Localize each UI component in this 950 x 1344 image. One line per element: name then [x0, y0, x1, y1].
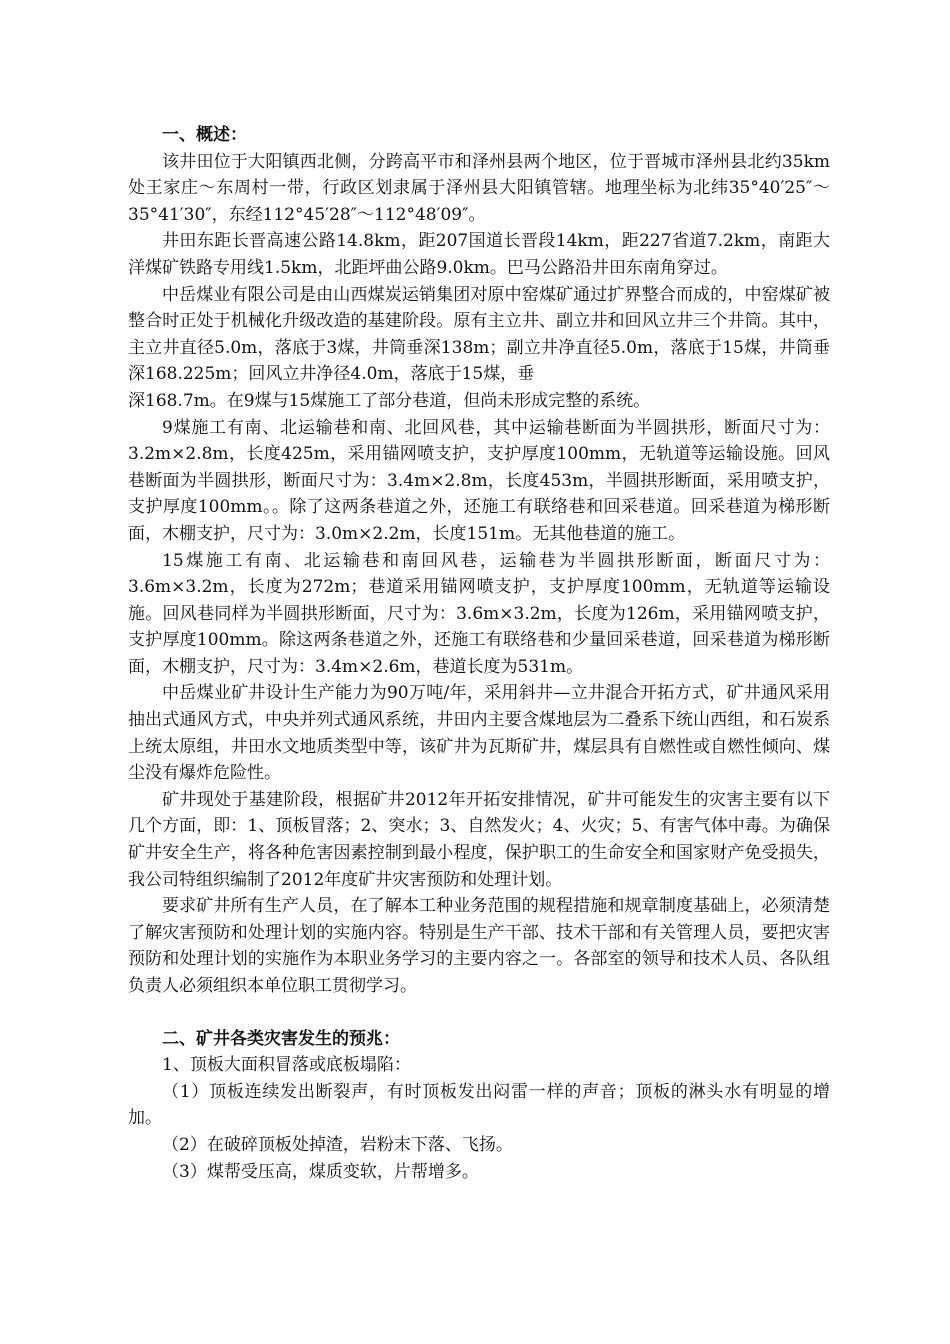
- paragraph-company-continued: 深168.7m。在9煤与15煤施工了部分巷道，但尚未形成完整的系统。: [128, 390, 651, 411]
- paragraph-company: 中岳煤业有限公司是由山西煤炭运销集团对原中窑煤矿通过扩界整合而成的，中窑煤矿被整合时正处于机械化升级改造的基建阶段。原有主立井、副立井和回风立井三个井筒。其中，主立井直径5.0m，落底于3煤，井筒垂深138m；副立井净直径5.0m，落底于15煤，井筒垂深168.225m；回风立井净径4.0m，落底于15煤，垂: [128, 284, 830, 385]
- paragraph-disasters: 矿井现处于基建阶段，根据矿井2012年开拓安排情况，矿井可能发生的灾害主要有以下几个方面，即：1、顶板冒落；2、突水；3、自然发火；4、火灾；5、有害气体中毒。为确保矿井安全生产，将各种危害因素控制到最小程度，保护职工的生命安全和国家财产免受损失，我公司特组织编制了2012年度矿井灾害预防和处理计划。: [128, 789, 830, 890]
- section-gap: [128, 1000, 830, 1026]
- list-subitem-3: （3）煤帮受压高，煤质变软，片帮增多。: [162, 1161, 479, 1182]
- paragraph-seam-15: 15煤施工有南、北运输巷和南回风巷，运输巷为半圆拱形断面，断面尺寸为：3.6m×3.2m，长度为272m；巷道采用锚网喷支护，支护厚度100mm，无轨道等运输设施。回风巷同样为半圆拱形断面，尺寸为：3.6m×3.2m，长度为126m，采用锚网喷支护，支护厚度100mm。除这两条巷道之外，还施工有联络巷和少量回采巷道，回采巷道为梯形断面，木棚支护，尺寸为：3.4m×2.6m，巷道长度为531m。: [128, 550, 830, 677]
- section-heading-overview: 一、概述：: [162, 125, 247, 145]
- paragraph-design-capacity: 中岳煤业矿井设计生产能力为90万吨/年，采用斜井—立井混合开拓方式，矿井通风采用抽出式通风方式，中央并列式通风系统，井田内主要含煤地层为二叠系下统山西组，和石炭系上统太原组，井田水文地质类型中等，该矿井为瓦斯矿井，煤层具有自燃性或自燃性倾向、煤尘没有爆炸危险性。: [128, 683, 830, 784]
- section-heading-precursors: 二、矿井各类灾害发生的预兆：: [162, 1028, 400, 1049]
- paragraph-seam-9: 9煤施工有南、北运输巷和南、北回风巷，其中运输巷断面为半圆拱形，断面尺寸为：3.2m×2.8m，长度425m，采用锚网喷支护，支护厚度100mm，无轨道等运输设施。回风巷断面为半圆拱形，断面尺寸为：3.4m×2.8m，长度453m，半圆拱形断面，采用喷支护，支护厚度100mm。。除了这两条巷道之外，还施工有联络巷和回采巷道。回采巷道为梯形断面，木棚支护，尺寸为：3.0m×2.2m，长度151m。无其他巷道的施工。: [128, 417, 830, 544]
- paragraph-traffic: 井田东距长晋高速公路14.8km，距207国道长晋段14km，距227省道7.2km，南距大洋煤矿铁路专用线1.5km，北距坪曲公路9.0km。巴马公路沿井田东南角穿过。: [128, 231, 830, 278]
- list-subitem-2: （2）在破碎顶板处掉渣，岩粉末下落、飞扬。: [162, 1134, 513, 1155]
- paragraph-location: 该井田位于大阳镇西北侧，分跨高平市和泽州县两个地区，位于晋城市泽州县北约35km处王家庄～东周村一带，行政区划隶属于泽州县大阳镇管辖。地理坐标为北纬35°40′25″～35°41′30″，东经112°45′28″～112°48′09″。: [128, 151, 830, 225]
- paragraph-requirements: 要求矿井所有生产人员，在了解本工种业务范围的规程措施和规章制度基础上，必须清楚了解灾害预防和处理计划的实施内容。特别是生产干部、技术干部和有关管理人员，要把灾害预防和处理计划的实施作为本职业务学习的主要内容之一。各部室的领导和技术人员、各队组负责人必须组织本单位职工贯彻学习。: [128, 896, 830, 996]
- list-item-roof-collapse: 1、顶板大面积冒落或底板塌陷：: [162, 1055, 411, 1076]
- document-page: [128, 122, 830, 1185]
- list-subitem-1: （1）顶板连续发出断裂声，有时顶板发出闷雷一样的声音；顶板的淋头水有明显的增加。: [128, 1081, 830, 1129]
